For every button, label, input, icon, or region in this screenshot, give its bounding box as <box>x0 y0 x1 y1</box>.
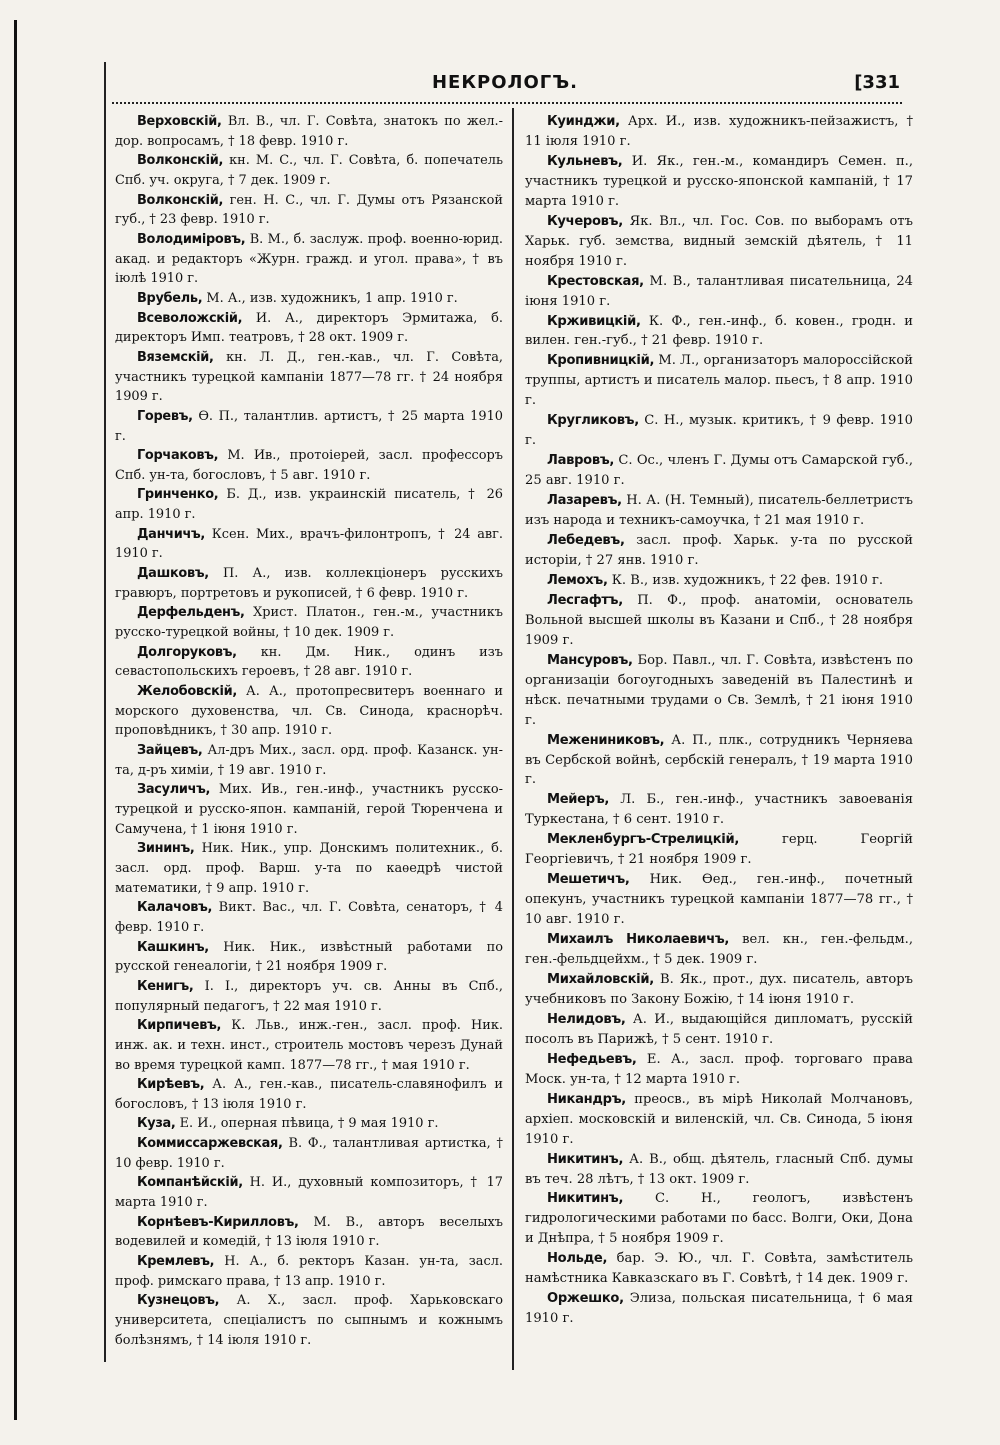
entry-name: Межениниковъ, <box>547 732 665 748</box>
column-divider <box>512 108 514 1370</box>
entry-name: Корнѣевъ-Кирилловъ, <box>137 1214 299 1230</box>
entry-text: Вл. В., чл. Г. Совѣта, знатокъ по жел.-дор. вопросамъ, † 18 февр. 1910 г. <box>115 114 503 149</box>
obituary-entry <box>115 1213 503 1252</box>
obituary-entry <box>115 1016 503 1075</box>
entry-name: Дерфельденъ, <box>137 605 245 621</box>
obituary-entry <box>525 312 913 352</box>
entry-text: М. Л., организаторъ малороссійской труппы, артистъ и писатель малор. пьесъ, † 8 апр. 1910 г. <box>525 353 913 409</box>
obituary-entry <box>525 1050 913 1090</box>
entry-text: Ник. Ѳед., ген.-инф., почетный опекунъ, участникъ турецкой кампаніи 1877—78 гг., † 10 авг. 1910 г. <box>525 872 913 928</box>
entry-name: Волконскій, <box>137 153 224 169</box>
entry-text: Ал-дръ Мих., засл. орд. проф. Казанск. ун-та, д-ръ химіи, † 19 авг. 1910 г. <box>115 743 503 778</box>
entry-text: А. И., выдающійся дипломатъ, русскій посолъ въ Парижѣ, † 5 сент. 1910 г. <box>525 1011 913 1047</box>
entry-text: кн. Дм. Ник., одинъ изъ севастопольскихъ героевъ, † 28 авг. 1910 г. <box>115 644 503 680</box>
entry-name: Оржешко, <box>547 1291 624 1307</box>
entry-name: Куза, <box>137 1116 176 1132</box>
entry-name: Крживицкій, <box>547 313 641 329</box>
obituary-entry <box>525 870 913 930</box>
obituary-entry <box>115 682 503 741</box>
entry-text: В. Ф., талантливая артистка, † 10 февр. 1910 г. <box>115 1136 503 1171</box>
page-number: [331 <box>854 72 900 93</box>
entry-name: Михаилъ Николаевичъ, <box>547 932 730 948</box>
obituary-entry <box>525 930 913 970</box>
entry-name: Зининъ, <box>137 841 195 857</box>
entry-text: А. Х., засл. проф. Харьковскаго университета, спеціалистъ по сыпнымъ и кожнымъ болѣзнямъ, † 14 іюля 1910 г. <box>115 1293 503 1348</box>
entry-name: Засуличъ, <box>137 782 211 798</box>
entry-text: ген. Н. С., чл. Г. Думы отъ Рязанской губ., † 23 февр. 1910 г. <box>115 192 503 228</box>
entry-text: С. Н., музык. критикъ, † 9 февр. 1910 г. <box>525 413 913 449</box>
entry-name: Мекленбургъ-Стрелицкій, <box>547 832 740 848</box>
obituary-entry <box>115 525 503 564</box>
entry-text: К. В., изв. художникъ, † 22 фев. 1910 г. <box>607 572 884 588</box>
entry-name: Лемохъ, <box>547 572 608 588</box>
obituary-entry <box>115 1114 503 1134</box>
entry-name: Кругликовъ, <box>547 413 639 429</box>
obituary-entry <box>115 603 503 642</box>
entry-name: Володиміровъ, <box>137 231 246 247</box>
running-head: НЕКРОЛОГЪ. <box>431 72 579 93</box>
obituary-entry <box>115 839 503 898</box>
entry-name: Кузнецовъ, <box>137 1293 220 1309</box>
entry-name: Зайцевъ, <box>137 743 203 758</box>
entry-text: Ѳ. П., талантлив. артистъ, † 25 марта 1910 г. <box>115 408 503 444</box>
entry-name: Горчаковъ, <box>137 448 219 464</box>
entry-name: Мансуровъ, <box>547 652 633 668</box>
obituary-entry <box>525 651 913 731</box>
entry-text: Е. А., засл. проф. торговаго права Моск. ун-та, † 12 марта 1910 г. <box>525 1051 913 1087</box>
obituary-entry <box>525 1249 913 1289</box>
entry-name: Кульневъ, <box>547 153 623 169</box>
entry-text: Н. А., б. ректоръ Казан. ун-та, засл. проф. римскаго права, † 13 апр. 1910 г. <box>115 1254 503 1289</box>
obituary-entry <box>525 571 913 591</box>
entry-text: Ник. Ник., извѣстный работами по русской генеалогіи, † 21 ноября 1909 г. <box>115 939 503 975</box>
entry-name: Кучеровъ, <box>547 213 623 229</box>
obituary-entry <box>525 970 913 1010</box>
entry-name: Кенигъ, <box>137 978 194 994</box>
obituary-entry <box>525 272 913 312</box>
entry-name: Нефедьевъ, <box>547 1051 637 1067</box>
entry-name: Коммиссаржевская, <box>137 1136 283 1152</box>
obituary-entry <box>525 591 913 651</box>
obituary-entry <box>115 407 503 446</box>
obituary-entry <box>115 741 503 780</box>
entry-text: вел. кн., ген.-фельдм., ген.-фельдцейхм., † 5 дек. 1909 г. <box>525 932 913 968</box>
entry-name: Вяземскій, <box>137 349 214 365</box>
obituary-entry <box>525 1289 913 1329</box>
obituary-entry <box>115 643 503 682</box>
entry-text: засл. проф. Харьк. у-та по русской исторіи, † 27 янв. 1910 г. <box>525 533 913 568</box>
entry-name: Верховскій, <box>137 114 222 129</box>
entry-text: М. А., изв. художникъ, 1 апр. 1910 г. <box>202 290 458 306</box>
entry-text: И. Як., ген.-м., командиръ Семен. п., участникъ турецкой и русско-японской кампаній, † 17 марта 1910 г. <box>525 153 913 209</box>
entry-name: Нелидовъ, <box>547 1011 626 1027</box>
entry-name: Михайловскій, <box>547 971 654 987</box>
entry-text: Христ. Платон., ген.-м., участникъ русско-турецкой войны, † 10 дек. 1909 г. <box>115 605 503 641</box>
entry-text: Л. Б., ген.-инф., участникъ завоеванія Туркестана, † 6 сент. 1910 г. <box>525 792 913 828</box>
obituary-entry <box>115 1134 503 1173</box>
obituary-entry <box>115 1075 503 1114</box>
obituary-entry <box>115 446 503 485</box>
obituary-entry <box>525 491 913 531</box>
entry-name: Всеволожскій, <box>137 310 243 326</box>
entry-name: Желобовскій, <box>137 684 237 700</box>
entry-text: К. Ф., ген.-инф., б. ковен., гродн. и вилен. ген.-губ., † 21 февр. 1910 г. <box>525 313 913 349</box>
entry-text: герц. Георгій Георгіевичъ, † 21 ноября 1909 г. <box>525 832 913 868</box>
header-rule <box>112 102 902 107</box>
entry-text: Ник. Ник., упр. Донскимъ политехник., б. засл. орд. проф. Варш. у-та по каѳедрѣ чистой математики, † 9 апр. 1910 г. <box>115 841 503 896</box>
obituary-entry <box>115 112 503 151</box>
left-column <box>115 112 503 1350</box>
obituary-entry <box>525 1090 913 1150</box>
entry-text: В. Як., прот., дух. писатель, авторъ учебниковъ по Закону Божію, † 14 іюня 1910 г. <box>525 971 913 1007</box>
entry-text: Н. И., духовный композиторъ, † 17 марта 1910 г. <box>115 1175 503 1211</box>
obituary-entry <box>525 1010 913 1050</box>
entry-name: Никитинъ, <box>547 1191 624 1207</box>
obituary-entry <box>525 830 913 870</box>
obituary-entry <box>525 351 913 411</box>
entry-name: Нольде, <box>547 1251 608 1267</box>
entry-text: Ксен. Мих., врачъ-филонтропъ, † 24 авг. 1910 г. <box>115 526 503 562</box>
entry-name: Мейеръ, <box>547 792 610 808</box>
entry-name: Лавровъ, <box>547 453 615 469</box>
obituary-entry <box>115 348 503 407</box>
entry-text: А. А., ген.-кав., писатель-славянофилъ и богословъ, † 13 іюля 1910 г. <box>115 1077 503 1112</box>
entry-text: А. П., плк., сотрудникъ Черняева въ Сербской войнѣ, сербскій генералъ, † 19 марта 1910 г. <box>525 732 913 788</box>
obituary-entry <box>115 151 503 190</box>
entry-text: Викт. Вас., чл. Г. Совѣта, сенаторъ, † 4 февр. 1910 г. <box>115 900 503 935</box>
obituary-entry <box>525 411 913 451</box>
entry-text: П. А., изв. коллекціонеръ русскихъ гравюръ, портретовъ и рукописей, † 6 февр. 1910 г. <box>115 566 503 601</box>
binding-edge-line <box>14 20 17 1420</box>
entry-text: бар. Э. Ю., чл. Г. Совѣта, замѣститель намѣстника Кавказскаго въ Г. Совѣтѣ, † 14 дек. 1909 г. <box>525 1251 913 1287</box>
entry-name: Горевъ, <box>137 408 193 424</box>
obituary-entry <box>115 289 503 309</box>
entry-name: Кремлевъ, <box>137 1254 215 1270</box>
entry-name: Крестовская, <box>547 273 644 289</box>
entry-name: Куинджи, <box>547 114 620 129</box>
entry-text: Як. Вл., чл. Гос. Сов. по выборамъ отъ Харьк. губ. земства, видный земскій дѣятель, † 11 ноября 1910 г. <box>525 213 913 269</box>
obituary-entry <box>525 152 913 212</box>
entry-text: кн. Л. Д., ген.-кав., чл. Г. Совѣта, участникъ турецкой кампаніи 1877—78 гг. † 24 ноября 1909 г. <box>115 349 503 405</box>
entry-text: Б. Д., изв. украинскій писатель, † 26 апр. 1910 г. <box>115 487 503 523</box>
entry-name: Данчичъ, <box>137 526 206 542</box>
entry-text: С. Н., геологъ, извѣстенъ гидрологическими работами по басс. Волги, Оки, Дона и Днѣпра, † 5 ноября 1909 г. <box>525 1191 913 1247</box>
obituary-entry <box>115 485 503 524</box>
entry-name: Кашкинъ, <box>137 939 209 955</box>
obituary-entry <box>115 309 503 348</box>
obituary-entry <box>115 230 503 289</box>
entry-text: Элиза, польская писательница, † 6 мая 1910 г. <box>525 1291 913 1327</box>
obituary-entry <box>115 977 503 1016</box>
left-margin-rule <box>104 62 106 1362</box>
obituary-entry <box>115 938 503 977</box>
entry-text: Е. И., оперная пѣвица, † 9 мая 1910 г. <box>175 1116 439 1132</box>
entry-text: Арх. И., изв. художникъ-пейзажистъ, † 11 іюля 1910 г. <box>525 114 913 149</box>
entry-name: Кирѣевъ, <box>137 1077 205 1093</box>
entry-text: К. Льв., инж.-ген., засл. проф. Ник. инж. ак. и техн. инст., строитель мостовъ черезъ Дунай во время турецкой камп. 1877—78 гг., † мая 1910 г. <box>115 1018 503 1073</box>
obituary-entry <box>525 451 913 491</box>
entry-text: А. А., протопресвитеръ военнаго и морского духовенства, чл. Св. Синода, краснорѣч. проповѣдникъ, † 30 апр. 1910 г. <box>115 684 503 739</box>
obituary-entry <box>525 212 913 272</box>
entry-name: Никитинъ, <box>547 1151 624 1167</box>
entry-name: Лазаревъ, <box>547 493 622 509</box>
obituary-entry <box>525 790 913 830</box>
entry-name: Дашковъ, <box>137 566 209 582</box>
entry-text: М. В., талантливая писательница, 24 іюня 1910 г. <box>525 273 913 309</box>
entry-text: Бор. Павл., чл. Г. Совѣта, извѣстенъ по организаціи богоугодныхъ заведеній въ Палестинѣ и нѣск. печатными трудами о Св. Землѣ, † 21 іюня 1910 г. <box>525 652 913 728</box>
obituary-entry <box>115 564 503 603</box>
obituary-entry <box>115 1252 503 1291</box>
entry-text: кн. М. С., чл. Г. Совѣта, б. попечатель Спб. уч. округа, † 7 дек. 1909 г. <box>115 153 503 188</box>
entry-name: Гринченко, <box>137 487 219 503</box>
entry-name: Компанѣйскій, <box>137 1175 243 1191</box>
obituary-entry <box>525 531 913 571</box>
entry-text: И. А., директоръ Эрмитажа, б. директоръ Имп. театровъ, † 28 окт. 1909 г. <box>115 310 503 346</box>
entry-name: Никандръ, <box>547 1091 626 1107</box>
obituary-entry <box>115 1173 503 1212</box>
obituary-entry <box>525 731 913 791</box>
obituary-entry <box>115 191 503 230</box>
entry-text: Н. А. (Н. Темный), писатель-беллетристъ изъ народа и техникъ-самоучка, † 21 мая 1910 г. <box>525 493 913 529</box>
entry-name: Лесгафтъ, <box>547 592 623 608</box>
entry-name: Долгоруковъ, <box>137 644 237 660</box>
entry-text: преосв., въ мірѣ Николай Молчановъ, архіеп. московскій и виленскій, чл. Св. Синода, 5 іюня 1910 г. <box>525 1091 913 1147</box>
obituary-entry <box>525 1189 913 1249</box>
page-header <box>110 72 900 102</box>
entry-name: Кропивницкій, <box>547 353 655 369</box>
obituary-entry <box>115 1291 503 1350</box>
entry-text: С. Ос., членъ Г. Думы отъ Самарской губ., 25 авг. 1910 г. <box>525 453 913 489</box>
entry-name: Волконскій, <box>137 192 224 208</box>
obituary-entry <box>525 1150 913 1190</box>
entry-text: Мих. Ив., ген.-инф., участникъ русско-турецкой и русско-япон. кампаній, герой Тюренчена и Самучена, † 1 іюня 1910 г. <box>115 782 503 837</box>
entry-text: П. Ф., проф. анатоміи, основатель Вольной высшей школы въ Казани и Спб., † 28 ноября 1909 г. <box>525 592 913 648</box>
entry-text: М. Ив., протоіерей, засл. профессоръ Спб. ун-та, богословъ, † 5 авг. 1910 г. <box>115 448 503 483</box>
entry-name: Калачовъ, <box>137 900 213 916</box>
entry-text: І. І., директоръ уч. св. Анны въ Спб., популярный педагогъ, † 22 мая 1910 г. <box>115 978 503 1014</box>
entry-text: А. В., общ. дѣятель, гласный Спб. думы въ теч. 28 лѣтъ, † 13 окт. 1909 г. <box>525 1151 913 1187</box>
entry-name: Лебедевъ, <box>547 533 625 549</box>
obituary-entry <box>115 780 503 839</box>
entry-text: М. В., авторъ веселыхъ водевилей и комедій, † 13 іюля 1910 г. <box>115 1214 503 1250</box>
entry-name: Врубель, <box>137 290 203 306</box>
obituary-entry <box>115 898 503 937</box>
right-column <box>525 112 913 1329</box>
obituary-entry <box>525 112 913 152</box>
entry-name: Мешетичъ, <box>547 872 630 888</box>
entry-text: В. М., б. заслуж. проф. военно-юрид. акад. и редакторъ «Журн. гражд. и угол. права», † въ іюлѣ 1910 г. <box>115 231 503 287</box>
entry-name: Кирпичевъ, <box>137 1018 222 1034</box>
